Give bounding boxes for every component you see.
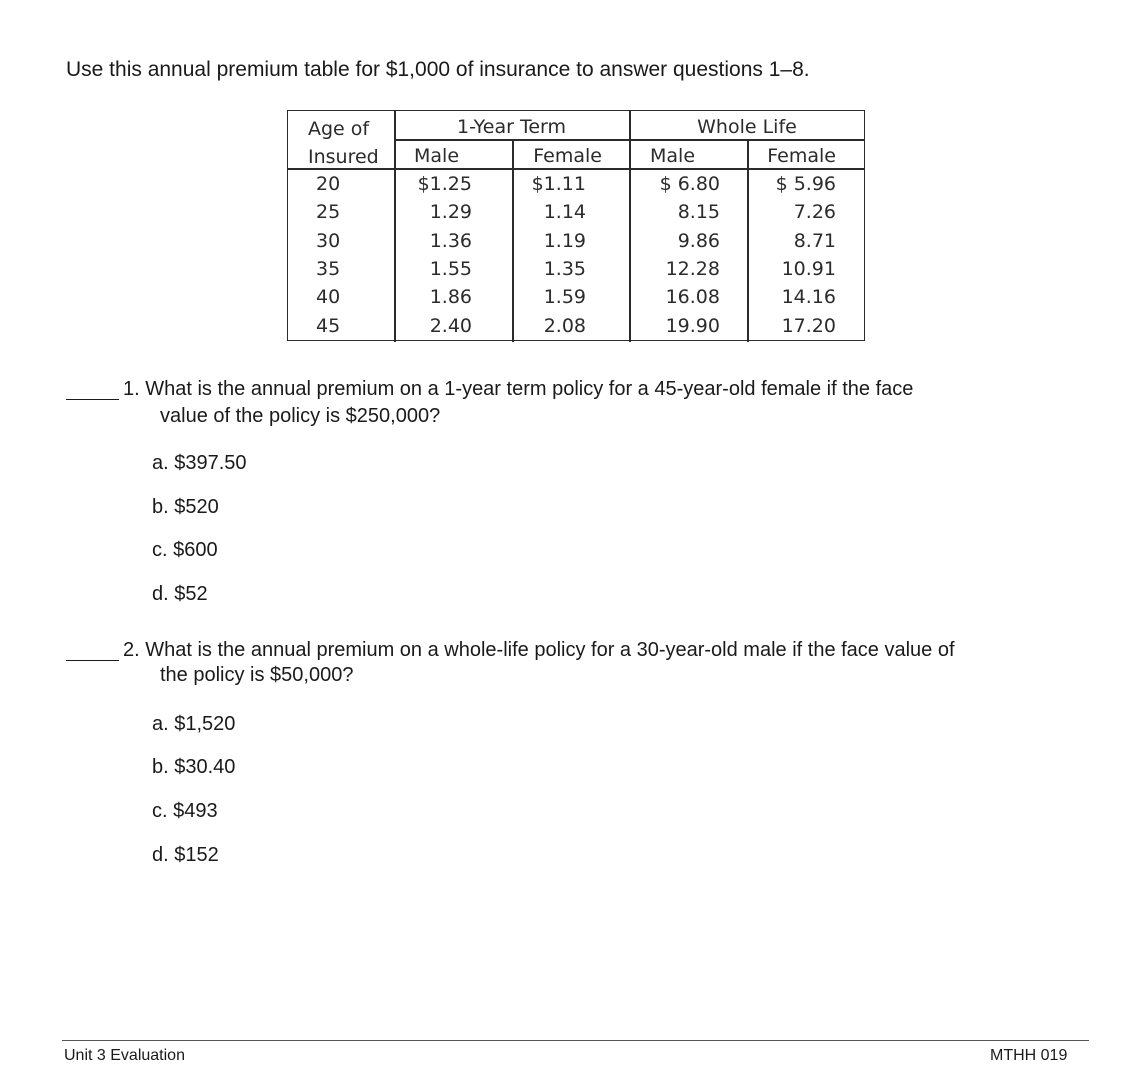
term-male-header: Male [414, 145, 460, 167]
question-text: 2. What is the annual premium on a whole-life policy for a 30-year-old male if the face value of [123, 639, 955, 661]
term-header: 1-Year Term [456, 116, 566, 138]
whole-male-cell: 9.86 [677, 230, 720, 252]
whole-male-cell: 19.90 [665, 315, 720, 337]
answer-option: b. $520 [152, 496, 219, 518]
term-male-cell: 1.36 [429, 230, 472, 252]
age-header: Age of [308, 118, 370, 140]
answer-blank[interactable] [66, 660, 119, 661]
age-cell: 25 [316, 201, 341, 223]
age-cell: 30 [316, 230, 341, 252]
term-male-cell: 1.86 [429, 286, 472, 308]
age-cell: 40 [316, 286, 341, 308]
footer-divider [62, 1040, 1089, 1041]
whole-male-cell: 8.15 [677, 201, 720, 223]
instructions-text: Use this annual premium table for $1,000 of insurance to answer questions 1–8. [66, 58, 810, 81]
answer-option: b. $30.40 [152, 756, 236, 778]
question-text-continued: value of the policy is $250,000? [160, 405, 441, 427]
question-text-continued: the policy is $50,000? [160, 664, 354, 686]
whole-female-header: Female [767, 145, 836, 167]
answer-option: c. $600 [152, 539, 218, 561]
answer-option: a. $397.50 [152, 452, 247, 474]
term-female-cell: 1.35 [543, 258, 586, 280]
answer-blank[interactable] [66, 399, 119, 400]
whole-female-cell: 14.16 [781, 286, 836, 308]
premium-table [287, 110, 865, 341]
footer-right: MTHH 019 [990, 1047, 1068, 1064]
answer-option: a. $1,520 [152, 713, 236, 735]
age-header: Insured [308, 146, 379, 168]
whole-female-cell: 8.71 [793, 230, 836, 252]
term-male-cell: 2.40 [429, 315, 472, 337]
question-text: 1. What is the annual premium on a 1-year term policy for a 45-year-old female if the face [123, 378, 914, 400]
term-female-cell: 1.14 [543, 201, 586, 223]
whole-female-cell: 7.26 [793, 201, 836, 223]
whole-life-header: Whole Life [697, 116, 797, 138]
age-cell: 35 [316, 258, 341, 280]
whole-male-cell: $ 6.80 [659, 173, 720, 195]
table-rule [394, 139, 865, 141]
whole-female-cell: $ 5.96 [775, 173, 836, 195]
answer-option: c. $493 [152, 800, 218, 822]
whole-female-cell: 17.20 [781, 315, 836, 337]
whole-female-cell: 10.91 [781, 258, 836, 280]
age-cell: 45 [316, 315, 341, 337]
answer-option: d. $52 [152, 583, 208, 605]
term-female-cell: 2.08 [543, 315, 586, 337]
term-male-cell: 1.55 [429, 258, 472, 280]
term-female-cell: 1.19 [543, 230, 586, 252]
term-male-cell: $1.25 [417, 173, 472, 195]
term-female-cell: $1.11 [531, 173, 586, 195]
whole-male-cell: 16.08 [665, 286, 720, 308]
age-cell: 20 [316, 173, 341, 195]
whole-male-header: Male [650, 145, 696, 167]
whole-male-cell: 12.28 [665, 258, 720, 280]
term-male-cell: 1.29 [429, 201, 472, 223]
term-female-cell: 1.59 [543, 286, 586, 308]
footer-left: Unit 3 Evaluation [64, 1047, 185, 1064]
answer-option: d. $152 [152, 844, 219, 866]
term-female-header: Female [533, 145, 602, 167]
